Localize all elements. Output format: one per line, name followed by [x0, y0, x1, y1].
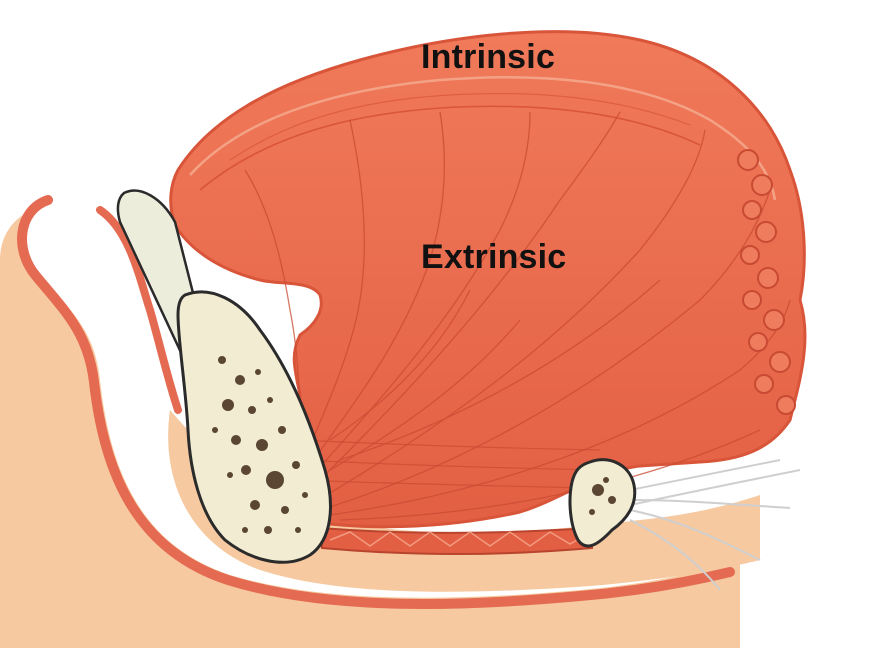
extrinsic-label: Extrinsic [421, 238, 567, 276]
intrinsic-label: Intrinsic [421, 38, 556, 76]
